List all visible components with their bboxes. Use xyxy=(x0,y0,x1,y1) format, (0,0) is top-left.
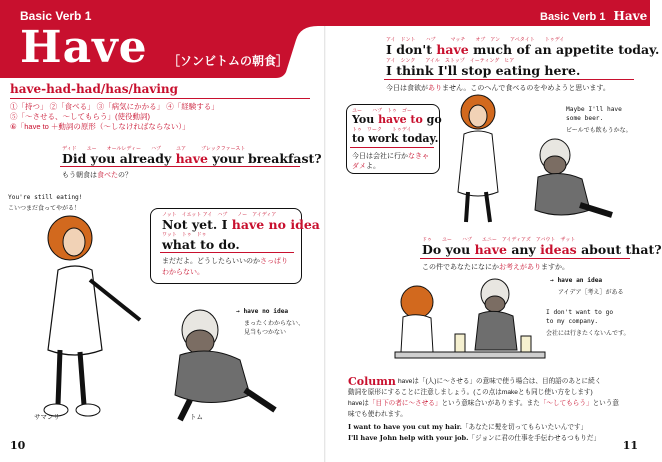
r-top-ruby1: アイ ドント ハブ マッチ オブ アン アペタイト トゥデイ xyxy=(386,37,565,43)
have-no-idea-jp2: 見当もつかない xyxy=(244,330,287,336)
dont-want-en1: I don't want to go xyxy=(546,309,614,316)
q1-post: your breakfast? xyxy=(207,151,322,166)
a1-line1 xyxy=(162,217,320,232)
q1-verb: have xyxy=(175,151,208,166)
have-no-idea-en: → have no idea xyxy=(236,308,289,315)
verb-subtitle: ［ソンビトムの朝食］ xyxy=(168,54,289,68)
b3-post: about that? xyxy=(576,242,662,257)
meaning-line: ⑤「～させる、～してもらう」(使役動詞) xyxy=(10,112,150,121)
column-example-2-jp: 「ジョンに君の仕事を手伝わせるつもりだ」 xyxy=(468,435,601,442)
a1-line2: what to do. xyxy=(162,237,240,252)
b2-jp1-pre: 今日は会社に行か xyxy=(352,153,408,160)
have-idea-jp: アイデア［考え］がある xyxy=(558,290,624,296)
maybe-en2: some beer. xyxy=(566,115,604,122)
right-label-text: Basic Verb 1 xyxy=(540,11,606,23)
right-verb: Have xyxy=(613,9,648,23)
tom-caption: トム xyxy=(190,414,203,421)
b3-mid: any xyxy=(506,242,541,257)
r-top-line1-pre: I don't xyxy=(386,42,437,57)
r-top-jp-post: ません。このへんで食べるのをやめようと思います。 xyxy=(442,85,610,92)
q1-jp-post: の？ xyxy=(118,172,132,179)
column-text-3 xyxy=(348,398,648,409)
zombie-sitting-illustration xyxy=(520,135,620,230)
b3-jp-post: ますか。 xyxy=(541,264,569,271)
q1-rule xyxy=(60,166,300,167)
r-top-ruby2: アイ シンク アイル ストップ イーティング ヒア xyxy=(386,58,515,64)
q1-jp-hl: 食べた xyxy=(97,172,118,179)
dont-want-en2: to my company. xyxy=(546,318,599,325)
verb-title: Have xyxy=(20,22,148,73)
q1-pre: Did you already xyxy=(62,151,176,166)
r-top-line1-post: much of an appetite today. xyxy=(468,42,660,57)
still-eating-en: You're still eating! xyxy=(8,194,83,201)
q1-ruby: ディド ユー オールレディー ハブ ユア ブレックファースト xyxy=(62,146,246,152)
b3-english xyxy=(422,242,662,257)
page-number-right: 11 xyxy=(622,439,638,452)
column-example-1 xyxy=(348,421,587,431)
column-text-3-pre: haveは xyxy=(348,400,369,407)
q1-jp-pre: もう朝食は xyxy=(62,172,97,179)
b2-line1-pre: You xyxy=(352,113,379,126)
samantha-caption: サマンサ xyxy=(34,414,60,421)
a1-jp1-hl: さっぱり xyxy=(260,258,288,265)
column-text-3-hl2: 「～してもらう」 xyxy=(539,400,593,407)
b2-ruby2: トゥ ワーク トゥデイ xyxy=(352,127,412,133)
meeting-illustration xyxy=(395,272,545,367)
b2-line1-post: go xyxy=(422,113,442,126)
a1-jp2-hl: わからない。 xyxy=(162,269,204,276)
b2-line1-hl: have to xyxy=(378,113,423,126)
column-text-3-mid: という意味合いがあります。また xyxy=(441,400,540,407)
b3-hl2: ideas xyxy=(540,242,577,257)
have-idea-en: → have an idea xyxy=(550,277,603,284)
column-text-1: haveは「(人)に～させる」の意味で使う場合は、目的語のあとに続く xyxy=(398,378,602,385)
a1-ruby1: ノット イエット アイ ハブ ノー アイディア xyxy=(162,212,277,218)
samantha-illustration xyxy=(20,210,150,430)
meaning-line: ⑥「have to ＋動詞の原形（～しなければならない）」 xyxy=(10,122,190,131)
forms-divider xyxy=(10,98,310,99)
r-top-jp-hl: あり xyxy=(428,85,442,92)
b2-jp1 xyxy=(352,151,429,161)
left-label: Basic Verb 1 xyxy=(20,9,92,23)
a1-jp1 xyxy=(162,256,288,266)
r-top-jp-pre: 今日は食欲が xyxy=(386,85,428,92)
b2-jp2 xyxy=(352,161,380,171)
b2-jp2-hl: ダメ xyxy=(352,163,366,170)
column-example-1-jp: 「あなたに髪を切ってもらいたいんです」 xyxy=(461,424,588,431)
have-no-idea-jp1: まったくわからない、 xyxy=(244,321,305,327)
a1-ruby2: ワット トゥ ドゥ xyxy=(162,232,207,238)
column-title: Column xyxy=(348,375,396,388)
maybe-en1: Maybe I'll have xyxy=(566,106,622,113)
b3-ruby: ドゥ ユー ハブ エニー アイディアズ アバウト ザット xyxy=(422,237,576,243)
column-text-3-post: という意 xyxy=(592,400,619,407)
column-text-3-hl: 「目下の者に～させる」 xyxy=(368,400,442,407)
meaning-line: ①「持つ」 ②「食べる」 ③「病気にかかる」 ④「経験する」 xyxy=(10,102,219,111)
b2-ruby1: ユー ハブ トゥ ゴー xyxy=(352,108,412,114)
b2-jp1-hl: なきゃ xyxy=(408,153,429,160)
b3-pre: Do you xyxy=(422,242,475,257)
page-number-left: 10 xyxy=(10,439,26,452)
b3-japanese xyxy=(422,262,569,272)
column-example-2 xyxy=(348,432,600,442)
still-eating-jp: こいつまだ食ってやがる！ xyxy=(8,206,81,212)
b3-hl1: have xyxy=(474,242,507,257)
q1-japanese xyxy=(62,170,132,180)
column-example-2-en: I'll have John help with your job. xyxy=(348,434,469,442)
verb-forms: have-had-had/has/having xyxy=(10,82,179,96)
woman-illustration xyxy=(438,92,518,232)
tom-illustration xyxy=(150,300,290,430)
a1-line1-hl: have no idea xyxy=(231,217,320,232)
b3-rule xyxy=(420,258,630,259)
r-top-line2: I think I'll stop eating here. xyxy=(386,63,581,78)
column-example-1-en: I want to have you cut my hair. xyxy=(348,423,462,431)
a1-jp1-pre: まだだよ。どうしたらいいのか xyxy=(162,258,260,265)
b2-line2: to work today. xyxy=(352,132,439,145)
b2-rule xyxy=(350,147,434,148)
r-top-rule xyxy=(384,79,634,80)
b3-jp-pre: この件であなたになにか xyxy=(422,264,499,271)
meanings-list xyxy=(10,102,219,132)
b2-line1 xyxy=(352,113,442,126)
a1-line1-pre: Not yet. I xyxy=(162,217,232,232)
a1-jp2 xyxy=(162,267,204,277)
r-top-line1 xyxy=(386,42,659,57)
column-text-4: 味でも使われます。 xyxy=(348,411,407,418)
b2-jp2-post: よ。 xyxy=(366,163,380,170)
dont-want-jp: 会社には行きたくないんです。 xyxy=(546,331,630,337)
b3-jp-hl: お考えがあり xyxy=(499,264,541,271)
right-label xyxy=(540,9,647,23)
maybe-jp: ビールでも飲もうかな。 xyxy=(566,128,632,134)
a1-rule xyxy=(160,252,294,253)
r-top-line1-hl: have xyxy=(436,42,469,57)
column-text-2: 動詞を原形にすることに注意しましょう。(この点はmakeとも同じ使い方をします) xyxy=(348,389,593,396)
q1-english xyxy=(62,151,322,166)
